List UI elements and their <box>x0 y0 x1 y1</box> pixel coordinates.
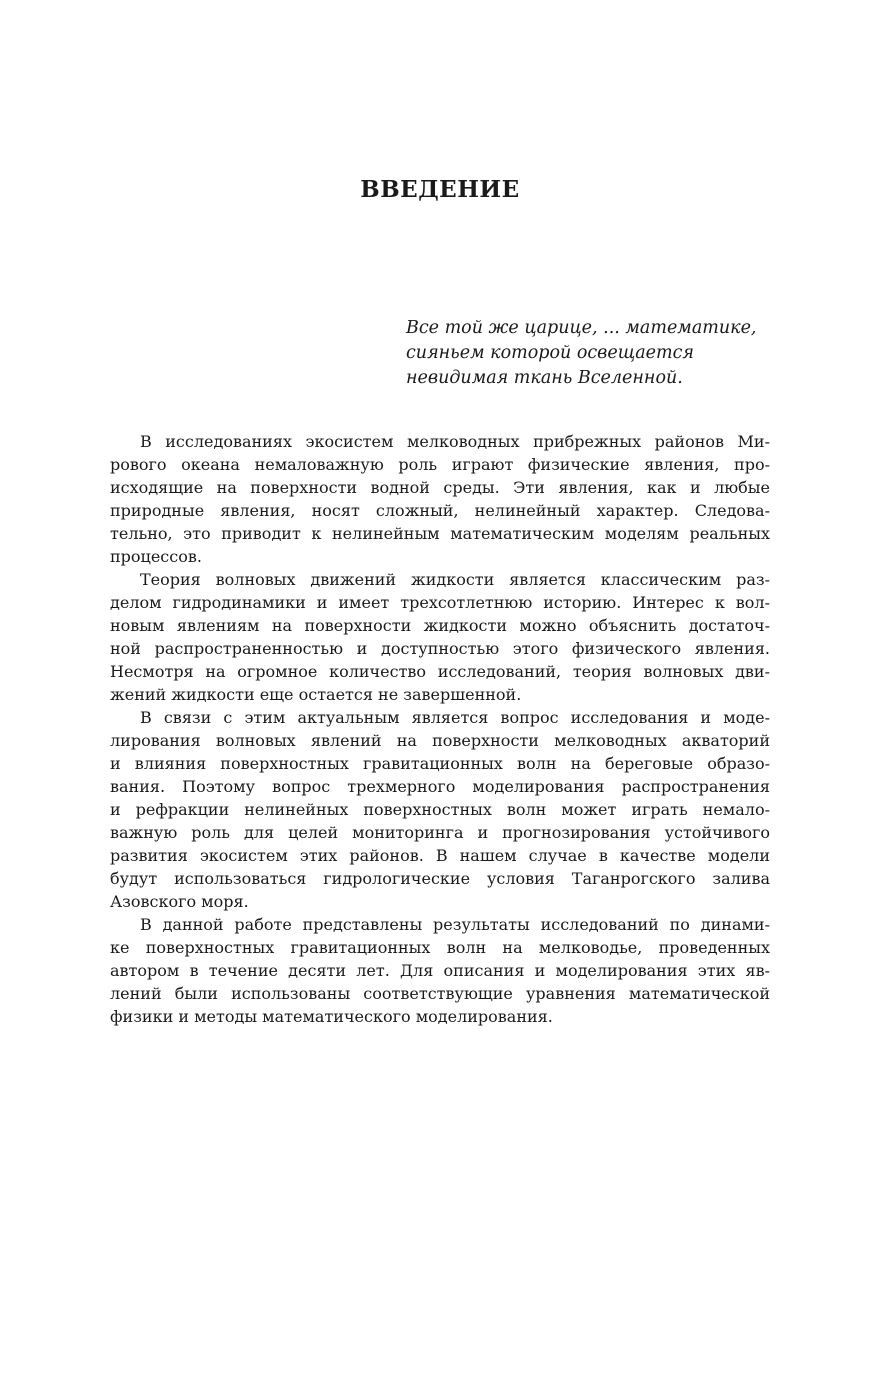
text-line: будут использоваться гидрологические условия Таганрогского залива <box>110 869 770 888</box>
text-line: и рефракции нелинейных поверхностных волн может играть немало- <box>110 800 770 819</box>
text-line: ной распространенностью и доступностью этого физического явления. <box>110 639 770 658</box>
text-line: лирования волновых явлений на поверхности мелководных акваторий <box>110 731 770 750</box>
epigraph-line: невидимая ткань Вселенной. <box>406 368 683 388</box>
text-line: процессов. <box>110 547 202 566</box>
paragraph <box>110 430 770 568</box>
epigraph-line: сияньем которой освещается <box>406 343 694 363</box>
text-line: развития экосистем этих районов. В нашем случае в качестве модели <box>110 846 770 865</box>
text-line: и влияния поверхностных гравитационных волн на береговые образо- <box>110 754 770 773</box>
text-line: ке поверхностных гравитационных волн на мелководье, проведенных <box>110 938 770 957</box>
text-line: лений были использованы соответствующие уравнения математической <box>110 984 770 1003</box>
text-line: Несмотря на огромное количество исследований, теория волновых дви- <box>110 662 770 681</box>
text-line: природные явления, носят сложный, нелинейный характер. Следова- <box>110 501 770 520</box>
text-line: рового океана немаловажную роль играют физические явления, про- <box>110 455 770 474</box>
text-line: исходящие на поверхности водной среды. Эти явления, как и любые <box>110 478 770 497</box>
text-line: В данной работе представлены результаты исследований по динами- <box>140 915 770 934</box>
text-line: жений жидкости еще остается не завершенной. <box>110 685 522 704</box>
paragraph <box>110 913 770 1028</box>
paragraph <box>110 568 770 706</box>
text-line: физики и методы математического моделирования. <box>110 1007 553 1026</box>
text-line: тельно, это приводит к нелинейным математическим моделям реальных <box>110 524 770 543</box>
text-line: автором в течение десяти лет. Для описания и моделирования этих яв- <box>110 961 770 980</box>
text-line: В исследованиях экосистем мелководных прибрежных районов Ми- <box>140 432 770 451</box>
body-text <box>110 430 770 1028</box>
text-line: важную роль для целей мониторинга и прогнозирования устойчивого <box>110 823 770 842</box>
epigraph <box>406 316 786 391</box>
text-line: Азовского моря. <box>110 892 249 911</box>
text-line: вания. Поэтому вопрос трехмерного моделирования распространения <box>110 777 770 796</box>
page-title: ВВЕДЕНИЕ <box>360 176 520 203</box>
epigraph-line: Все той же царице, ... математике, <box>406 318 757 338</box>
text-line: делом гидродинамики и имеет трехсотлетнюю историю. Интерес к вол- <box>110 593 770 612</box>
text-line: В связи с этим актуальным является вопрос исследования и моде- <box>140 708 770 727</box>
text-line: Теория волновых движений жидкости является классическим раз- <box>140 570 770 589</box>
text-line: новым явлениям на поверхности жидкости можно объяснить достаточ- <box>110 616 770 635</box>
paragraph <box>110 706 770 913</box>
